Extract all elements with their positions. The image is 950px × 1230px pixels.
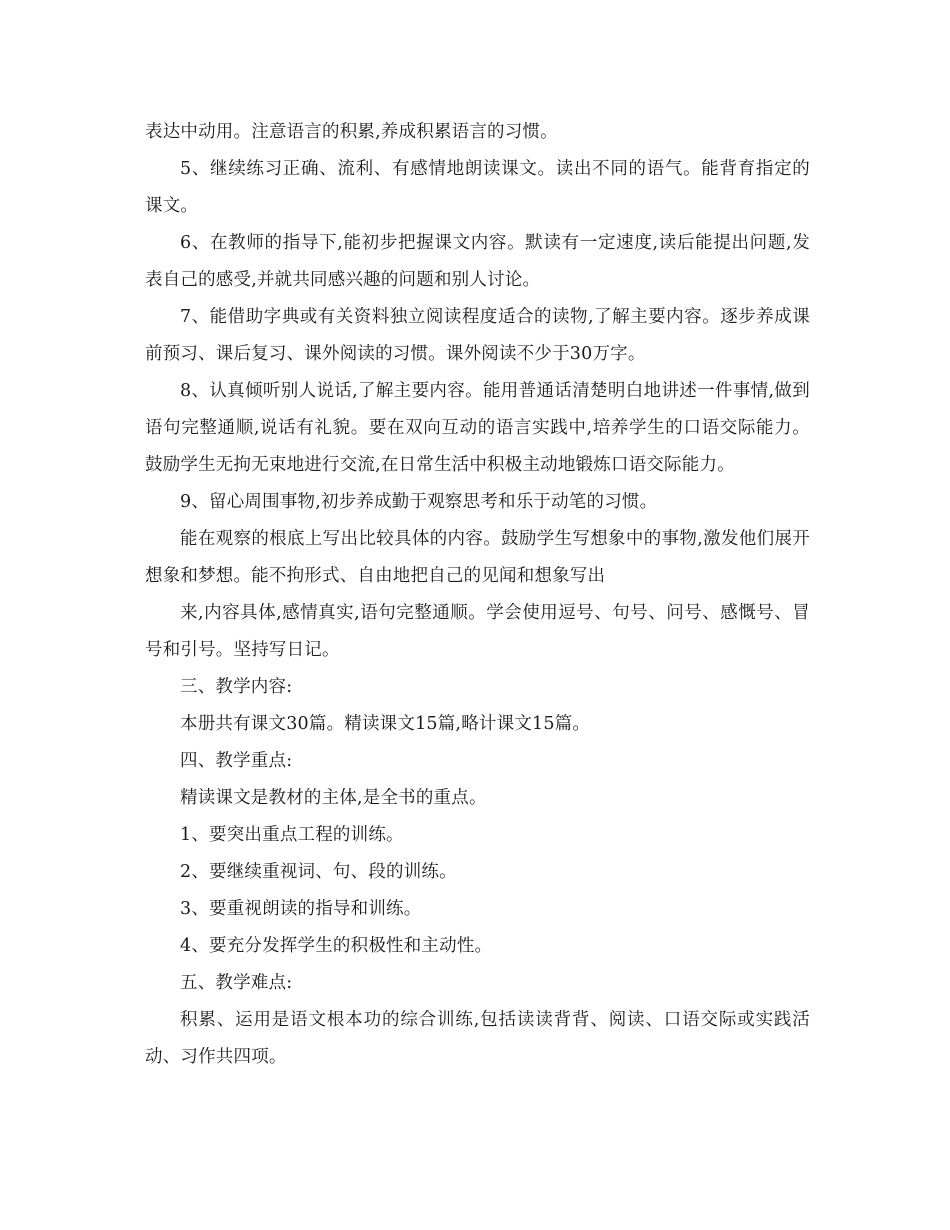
section-heading: 四、教学重点: (180, 751, 293, 771)
paragraph: 6、在教师的指导下,能初步把握课文内容。默读有一定速度,读后能提出问题,发表自己的感受,并就共同感兴趣的问题和别人讨论。 (145, 233, 810, 290)
paragraph: 来,内容具体,感情真实,语句完整通顺。学会使用逗号、句号、问号、感慨号、冒号和引号。坚持写日记。 (145, 603, 810, 660)
list-item: 1、要突出重点工程的训练。 (180, 825, 404, 845)
list-item: 3、要重视朗读的指导和训练。 (180, 899, 422, 919)
paragraph: 精读课文是教材的主体,是全书的重点。 (180, 788, 487, 808)
paragraph: 积累、运用是语文根本功的综合训练,包括读读背背、阅读、口语交际或实践活动、习作共四项。 (145, 1010, 810, 1067)
paragraph: 本册共有课文30篇。精读课文15篇,略计课文15篇。 (180, 714, 591, 734)
paragraph: 9、留心周围事物,初步养成勤于观察思考和乐于动笔的习惯。 (180, 492, 658, 512)
section-heading: 五、教学难点: (180, 973, 293, 993)
paragraph: 表达中动用。注意语言的积累,养成积累语言的习惯。 (145, 122, 558, 142)
paragraph: 7、能借助字典或有关资料独立阅读程度适合的读物,了解主要内容。逐步养成课前预习、课后复习、课外阅读的习惯。课外阅读不少于30万字。 (145, 307, 810, 364)
section-heading: 三、教学内容: (180, 677, 293, 697)
paragraph: 5、继续练习正确、流利、有感情地朗读课文。读出不同的语气。能背育指定的课文。 (145, 159, 810, 216)
list-item: 4、要充分发挥学生的积极性和主动性。 (180, 936, 493, 956)
list-item: 2、要继续重视词、句、段的训练。 (180, 862, 457, 882)
paragraph: 8、认真倾听别人说话,了解主要内容。能用普通话清楚明白地讲述一件事情,做到语句完整通顺,说话有礼貌。要在双向互动的语言实践中,培养学生的口语交际能力。鼓励学生无拘无束地进行交流,在日常生活中积极主动地锻炼口语交际能力。 (145, 381, 810, 475)
paragraph: 能在观察的根底上写出比较具体的内容。鼓励学生写想象中的事物,激发他们展开想象和梦想。能不拘形式、自由地把自己的见闻和想象写出 (145, 529, 810, 586)
document-page (145, 114, 810, 1076)
